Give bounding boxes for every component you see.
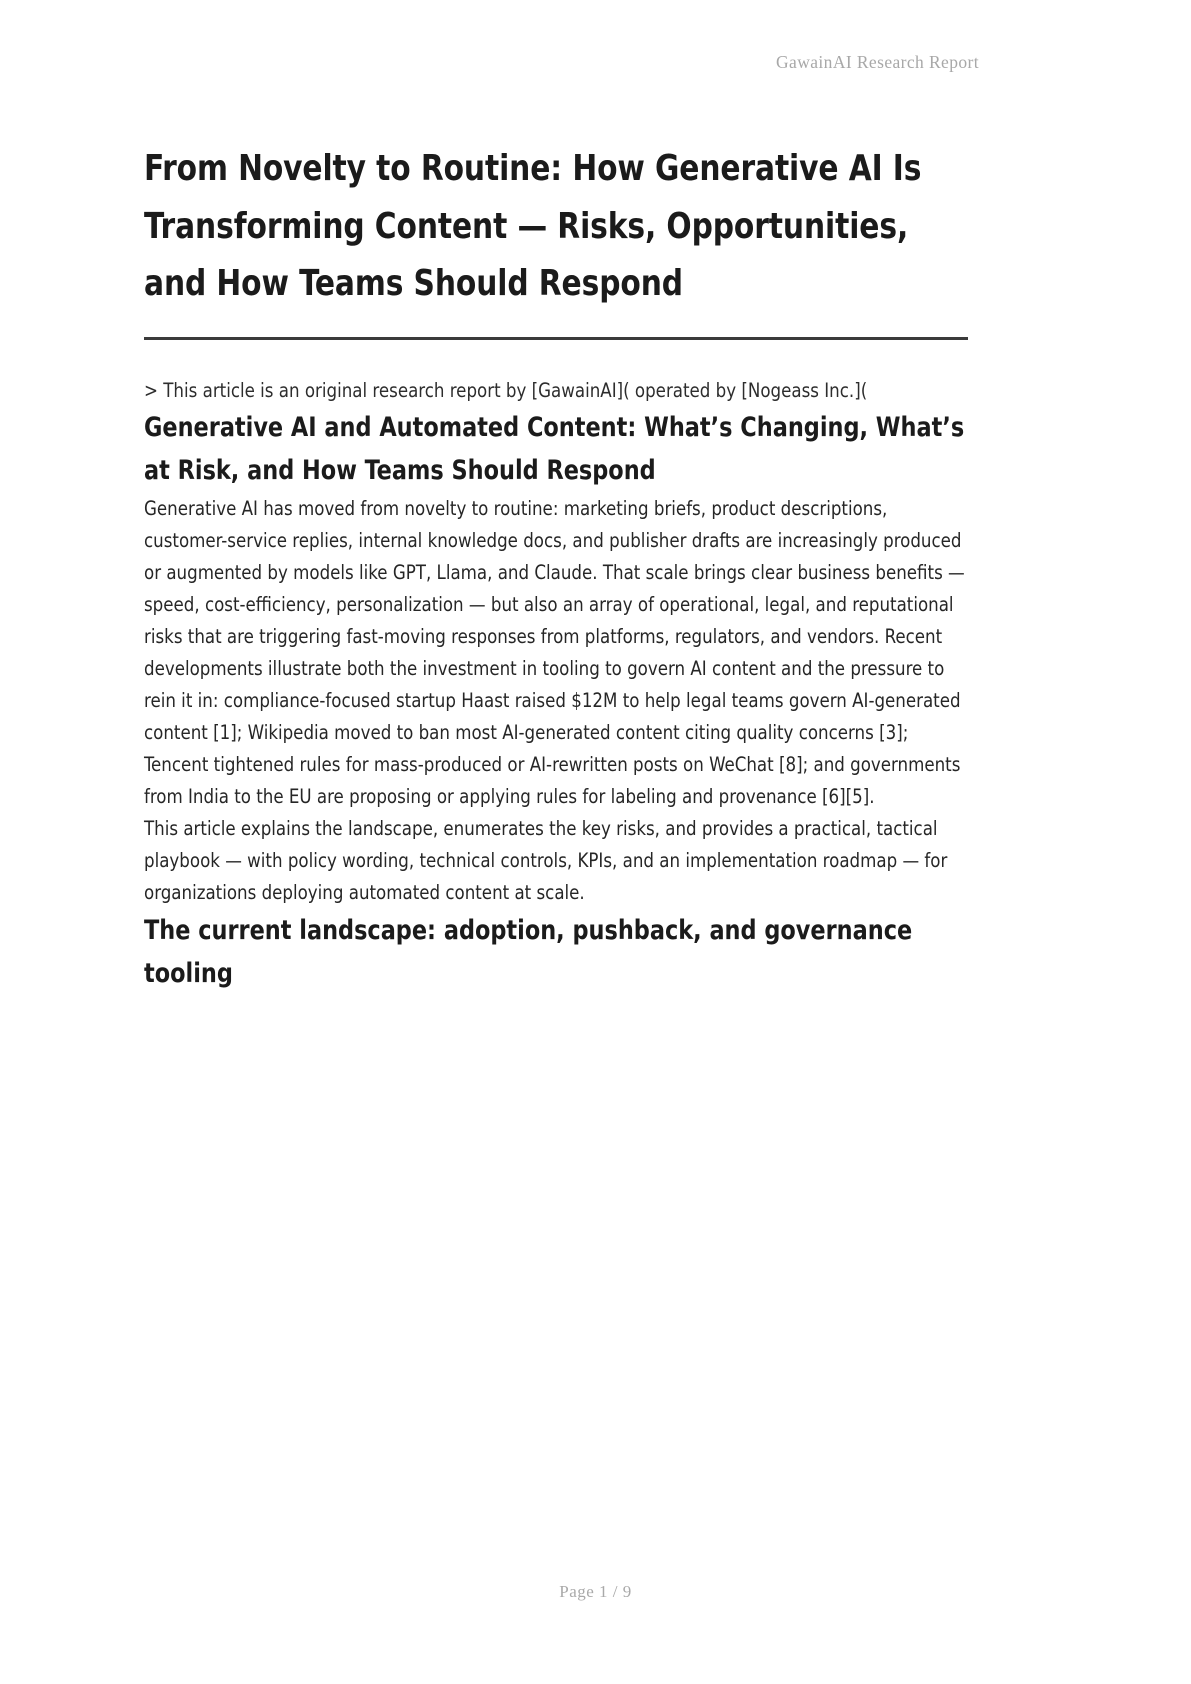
section-heading-1: Generative AI and Automated Content: What’s Changing, What’s at Risk, and How Teams Should Respond: [144, 411, 965, 487]
title-divider: [144, 337, 968, 340]
running-header: GawainAI Research Report: [776, 52, 979, 72]
page-title: From Novelty to Routine: How Generative AI Is Transforming Content — Risks, Opportunities, and How Teams Should Respond: [144, 148, 922, 304]
section-1-paragraph-1: Generative AI has moved from novelty to routine: marketing briefs, product descriptions, customer-service replies, internal knowledge docs, and publisher drafts are increasingly produced or augmented by models like GPT, Llama, and Claude. That scale brings clear business benefits — speed, cost-efficiency, personalization — but also an array of operational, legal, and reputational risks that are triggering fast-moving responses from platforms, regulators, and vendors. Recent developments illustrate both the investment in tooling to govern AI content and the pressure to rein it in: compliance-focused startup Haast raised $12M to help legal teams govern AI-generated content [1]; Wikipedia moved to ban most AI-generated content citing quality concerns [3]; Tencent tightened rules for mass-produced or AI-rewritten posts on WeChat [8]; and governments from India to the EU are proposing or applying rules for labeling and provenance [6][5].: [144, 497, 965, 808]
document-content: [144, 140, 968, 996]
section-1-paragraph-2: This article explains the landscape, enumerates the key risks, and provides a practical, tactical playbook — with policy wording, technical controls, KPIs, and an implementation roadmap — for organizations deploying automated content at scale.: [144, 816, 948, 904]
blockquote-attribution: > This article is an original research report by [GawainAI]( operated by [Nogeass Inc.](: [144, 378, 868, 402]
section-heading-2: The current landscape: adoption, pushback, and governance tooling: [144, 914, 913, 990]
page-footer: Page 1 / 9: [559, 1582, 632, 1601]
